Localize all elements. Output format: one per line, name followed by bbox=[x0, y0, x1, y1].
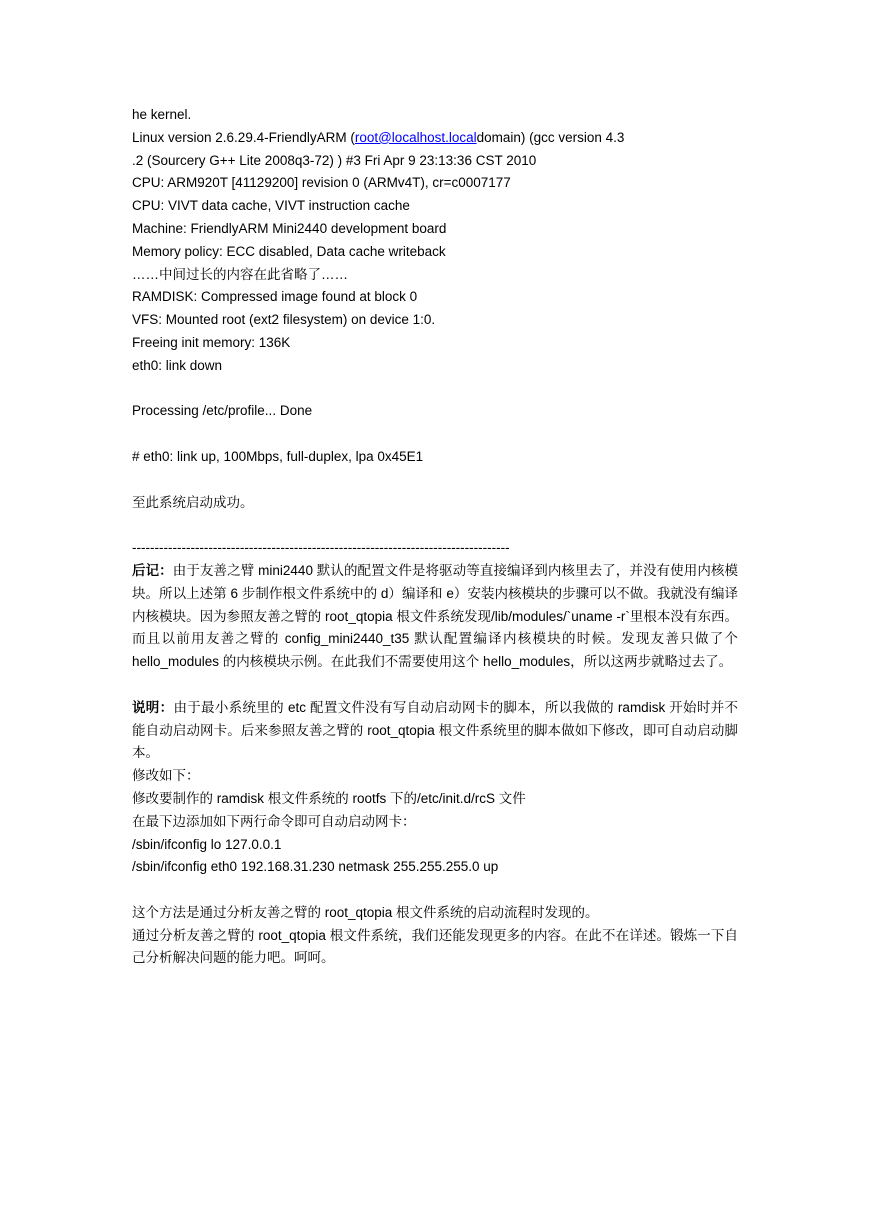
log-line: RAMDISK: Compressed image found at block 0 bbox=[132, 289, 418, 305]
log-line: # eth0: link up, 100Mbps, full-duplex, lpa 0x45E1 bbox=[132, 448, 424, 464]
postscript-paragraph bbox=[132, 560, 738, 674]
spacer bbox=[132, 469, 738, 492]
spacer bbox=[132, 879, 738, 902]
note-line: 修改如下： bbox=[132, 768, 200, 784]
log-line: CPU: VIVT data cache, VIVT instruction cache bbox=[132, 198, 410, 214]
postscript-label: 后记： bbox=[132, 562, 173, 578]
email-link[interactable]: root@localhost.local bbox=[354, 129, 477, 145]
log-text: domain) (gcc version 4.3 bbox=[476, 129, 625, 145]
log-line: eth0: link down bbox=[132, 357, 223, 373]
log-line: Memory policy: ECC disabled, Data cache writeback bbox=[132, 243, 446, 259]
command-line: /sbin/ifconfig lo 127.0.0.1 bbox=[132, 836, 282, 852]
note-line: 修改要制作的 ramdisk 根文件系统的 rootfs 下的/etc/init.d/rcS 文件 bbox=[132, 790, 526, 806]
log-line: Machine: FriendlyARM Mini2440 development board bbox=[132, 220, 447, 236]
postscript-text: 由于友善之臂 mini2440 默认的配置文件是将驱动等直接编译到内核里去了，并没有使用内核模块。所以上述第 6 步制作根文件系统中的 d）编译和 e）安装内核模块的步骤可以不做。我就没有编译内核模块。因为参照友善之臂的 root_qtopia 根文件系统发现/lib/modules/`uname -r`里根本没有东西。而且以前用友善之臂的 config_mini2440_t35 默认配置编译内核模块的时候。发现友善只做了个 hello_modules 的内核模块示例。在此我们不需要使用这个 hello_modules，所以这两步就略过去了。 bbox=[132, 562, 738, 670]
note-paragraph bbox=[132, 697, 738, 765]
boot-success-line: 至此系统启动成功。 bbox=[132, 494, 254, 510]
note-line: 在最下边添加如下两行命令即可自动启动网卡： bbox=[132, 813, 416, 829]
closing-line: 这个方法是通过分析友善之臂的 root_qtopia 根文件系统的启动流程时发现的。 bbox=[132, 904, 599, 920]
closing-paragraph: 通过分析友善之臂的 root_qtopia 根文件系统，我们还能发现更多的内容。在此不在详述。锻炼一下自己分析解决问题的能力吧。呵呵。 bbox=[132, 927, 738, 966]
log-line: Processing /etc/profile... Done bbox=[132, 403, 313, 419]
log-text: Linux version 2.6.29.4-FriendlyARM ( bbox=[132, 129, 355, 145]
log-line: he kernel. bbox=[132, 107, 192, 122]
spacer bbox=[132, 378, 738, 401]
document-body bbox=[132, 104, 738, 970]
log-line: VFS: Mounted root (ext2 filesystem) on device 1:0. bbox=[132, 312, 436, 328]
log-line: .2 (Sourcery G++ Lite 2008q3-72) ) #3 Fri Apr 9 23:13:36 CST 2010 bbox=[132, 152, 537, 168]
spacer bbox=[132, 423, 738, 446]
divider-line: ------------------------------------------------------------------------------------ bbox=[132, 540, 510, 556]
log-line-omitted: ……中间过长的内容在此省略了…… bbox=[132, 266, 348, 282]
log-line-linux-version bbox=[132, 127, 738, 150]
log-line: CPU: ARM920T [41129200] revision 0 (ARMv4T), cr=c0007177 bbox=[132, 175, 511, 191]
spacer bbox=[132, 514, 738, 537]
spacer bbox=[132, 674, 738, 697]
command-line: /sbin/ifconfig eth0 192.168.31.230 netmask 255.255.255.0 up bbox=[132, 859, 499, 875]
note-label: 说明： bbox=[132, 699, 174, 715]
note-text: 由于最小系统里的 etc 配置文件没有写自动启动网卡的脚本，所以我做的 ramdisk 开始时并不能自动启动网卡。后来参照友善之臂的 root_qtopia 根文件系统里的脚本做如下修改，即可自动启动脚本。 bbox=[132, 699, 738, 761]
log-line: Freeing init memory: 136K bbox=[132, 334, 291, 350]
